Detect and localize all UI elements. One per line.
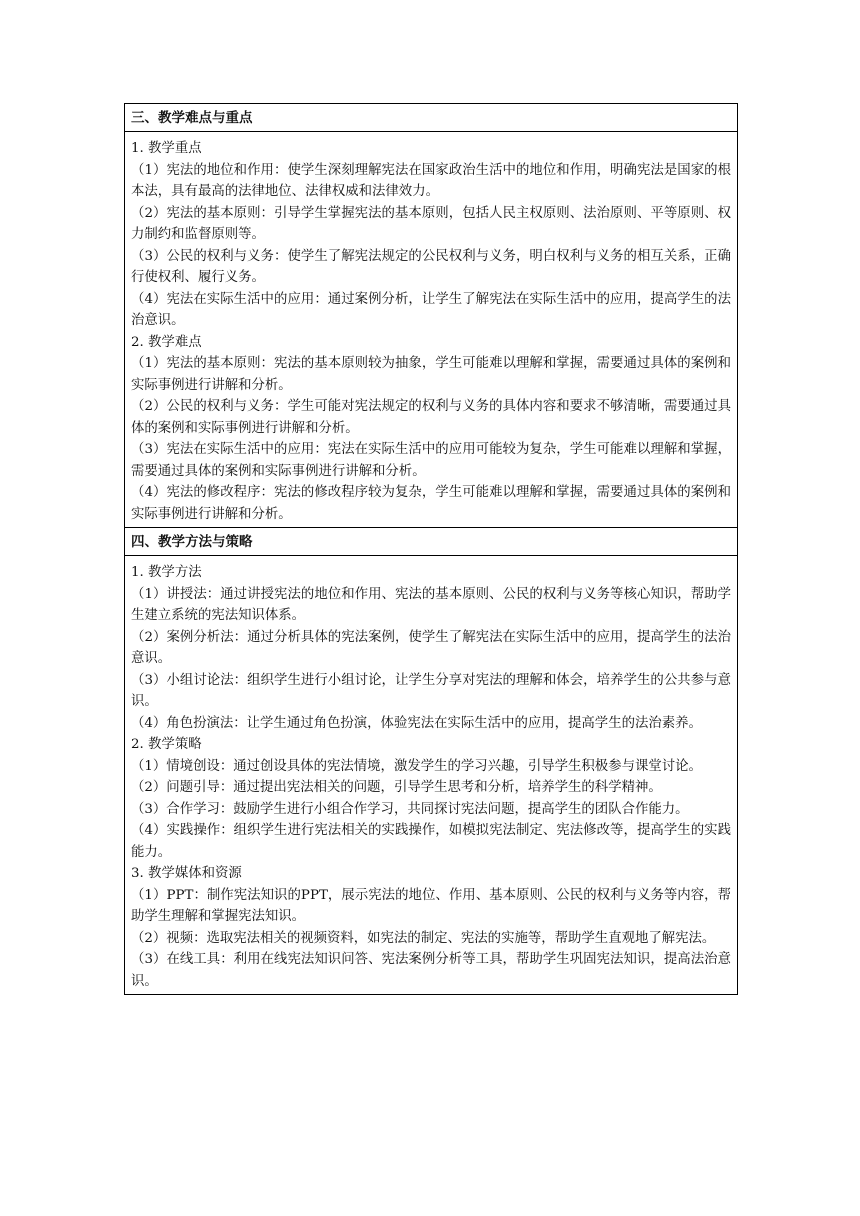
- list-item: （1）宪法的地位和作用：使学生深刻理解宪法在国家政治生活中的地位和作用，明确宪法是国家的根本法，具有最高的法律地位、法律权威和法律效力。: [131, 162, 731, 199]
- section-header: 四、教学方法与策略: [125, 528, 737, 556]
- list-item: （1）情境创设：通过创设具体的宪法情境，激发学生的学习兴趣，引导学生积极参与课堂讨论。: [131, 758, 702, 774]
- subsection-heading: 1. 教学方法: [131, 565, 202, 580]
- list-item: （3）宪法在实际生活中的应用：宪法在实际生活中的应用可能较为复杂，学生可能难以理解和掌握，需要通过具体的案例和实际事例进行讲解和分析。: [131, 442, 731, 479]
- list-item: （3）小组讨论法：组织学生进行小组讨论，让学生分享对宪法的理解和体会，培养学生的公共参与意识。: [131, 672, 731, 709]
- list-item: （2）问题引导：通过提出宪法相关的问题，引导学生思考和分析，培养学生的科学精神。: [131, 780, 662, 795]
- subsection-heading: 2. 教学策略: [131, 737, 202, 752]
- list-item: （4）宪法在实际生活中的应用：通过案例分析，让学生了解宪法在实际生活中的应用，提高学生的法治意识。: [131, 291, 731, 328]
- section-header: 三、教学难点与重点: [125, 104, 737, 132]
- list-item: （3）在线工具：利用在线宪法知识问答、宪法案例分析等工具，帮助学生巩固宪法知识，提高法治意识。: [131, 952, 731, 989]
- list-item: （2）公民的权利与义务：学生可能对宪法规定的权利与义务的具体内容和要求不够清晰，需要通过具体的案例和实际事例进行讲解和分析。: [131, 399, 731, 436]
- list-item: （2）视频：选取宪法相关的视频资料，如宪法的制定、宪法的实施等，帮助学生直观地了解宪法。: [131, 930, 716, 946]
- list-item: （4）角色扮演法：让学生通过角色扮演，体验宪法在实际生活中的应用，提高学生的法治素养。: [131, 715, 702, 731]
- list-item: （3）合作学习：鼓励学生进行小组合作学习，共同探讨宪法问题，提高学生的团队合作能力。: [131, 801, 689, 817]
- list-item: （4）实践操作：组织学生进行宪法相关的实践操作，如模拟宪法制定、宪法修改等，提高学生的实践能力。: [131, 823, 731, 860]
- section-body: [125, 132, 737, 528]
- list-item: （1）PPT：制作宪法知识的PPT，展示宪法的地位、作用、基本原则、公民的权利与义务等内容，帮助学生理解和掌握宪法知识。: [131, 887, 731, 924]
- list-item: （2）案例分析法：通过分析具体的宪法案例，使学生了解宪法在实际生活中的应用，提高学生的法治意识。: [131, 629, 731, 666]
- section-body: [125, 556, 737, 994]
- list-item: （2）宪法的基本原则：引导学生掌握宪法的基本原则，包括人民主权原则、法治原则、平等原则、权力制约和监督原则等。: [131, 205, 731, 242]
- subsection-heading: 3. 教学媒体和资源: [131, 866, 242, 881]
- list-item: （1）宪法的基本原则：宪法的基本原则较为抽象，学生可能难以理解和掌握，需要通过具体的案例和实际事例进行讲解和分析。: [131, 356, 731, 393]
- subsection-heading: 2. 教学难点: [131, 334, 202, 350]
- list-item: （4）宪法的修改程序：宪法的修改程序较为复杂，学生可能难以理解和掌握，需要通过具体的案例和实际事例进行讲解和分析。: [131, 485, 731, 522]
- list-item: （3）公民的权利与义务：使学生了解宪法规定的公民权利与义务，明白权利与义务的相互关系，正确行使权利、履行义务。: [131, 248, 731, 285]
- list-item: （1）讲授法：通过讲授宪法的地位和作用、宪法的基本原则、公民的权利与义务等核心知识，帮助学生建立系统的宪法知识体系。: [131, 586, 731, 623]
- lesson-plan-table: [124, 103, 738, 995]
- subsection-heading: 1. 教学重点: [131, 141, 202, 156]
